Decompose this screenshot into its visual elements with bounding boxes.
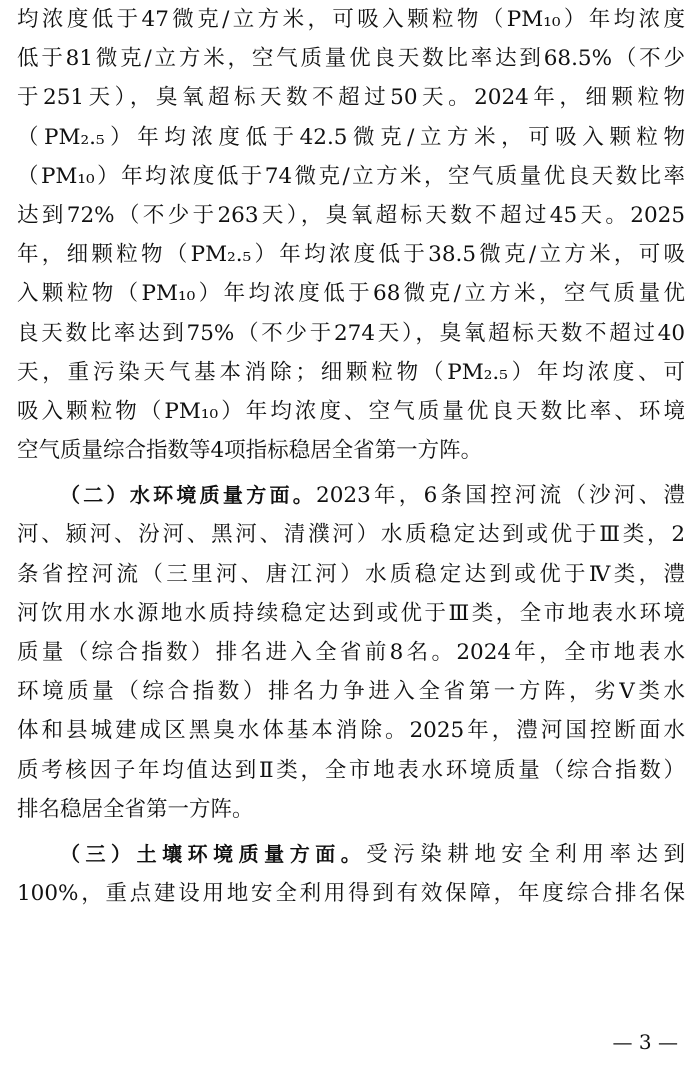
section-heading-water: （二）水环境质量方面。 <box>60 483 317 508</box>
text-line: 体和县城建成区黑臭水体基本消除。2025年，澧河国控断面水 <box>17 718 685 744</box>
paragraph-first-line <box>17 476 685 515</box>
text-line: 河饮用水水源地水质持续稳定达到或优于Ⅲ类，全市地表水环境 <box>17 600 685 626</box>
page-number: — 3 — <box>612 1030 678 1054</box>
text-line: （PM₂.₅）年均浓度低于42.5微克/立方米，可吸入颗粒物 <box>17 124 685 150</box>
text-line: 年，细颗粒物（PM₂.₅）年均浓度低于38.5微克/立方米，可吸 <box>17 242 685 268</box>
text-segment: 2023年，6条国控河流（沙河、澧 <box>316 483 685 509</box>
text-line: 质考核因子年均值达到Ⅱ类，全市地表水环境质量（综合指数） <box>17 757 685 783</box>
body-text <box>17 0 685 913</box>
text-line: 100%，重点建设用地安全利用得到有效保障，年度综合排名保 <box>17 881 685 907</box>
text-line: 质量（综合指数）排名进入全省前8名。2024年，全市地表水 <box>17 640 685 665</box>
section-heading-soil: （三）土壤环境质量方面。 <box>60 841 367 866</box>
text-line: 低于81微克/立方米，空气质量优良天数比率达到68.5%（不少 <box>17 46 685 72</box>
paragraph-first-line <box>17 835 685 874</box>
text-line: 排名稳居全省第一方阵。 <box>17 796 254 822</box>
text-line: 条省控河流（三里河、唐江河）水质稳定达到或优于Ⅳ类，澧 <box>17 561 685 587</box>
text-segment: 受污染耕地安全利用率达到 <box>366 841 685 867</box>
text-line: 入颗粒物（PM₁₀）年均浓度低于68微克/立方米，空气质量优 <box>17 281 685 307</box>
text-line: 空气质量综合指数等4项指标稳居全省第一方阵。 <box>17 438 483 464</box>
text-line: 吸入颗粒物（PM₁₀）年均浓度、空气质量优良天数比率、环境 <box>17 398 685 424</box>
text-line: 均浓度低于47微克/立方米，可吸入颗粒物（PM₁₀）年均浓度 <box>17 7 685 32</box>
text-line: 达到72%（不少于263天），臭氧超标天数不超过45天。2025 <box>17 202 685 228</box>
text-line: 于251天），臭氧超标天数不超过50天。2024年，细颗粒物 <box>17 85 685 111</box>
text-line: （PM₁₀）年均浓度低于74微克/立方米，空气质量优良天数比率 <box>17 163 685 189</box>
text-line: 天，重污染天气基本消除；细颗粒物（PM₂.₅）年均浓度、可 <box>17 359 685 385</box>
text-line: 良天数比率达到75%（不少于274天），臭氧超标天数不超过40 <box>17 320 685 346</box>
text-line: 河、颍河、汾河、黑河、清濮河）水质稳定达到或优于Ⅲ类，2 <box>17 522 685 548</box>
text-line: 环境质量（综合指数）排名力争进入全省第一方阵，劣Ⅴ类水 <box>17 679 685 705</box>
